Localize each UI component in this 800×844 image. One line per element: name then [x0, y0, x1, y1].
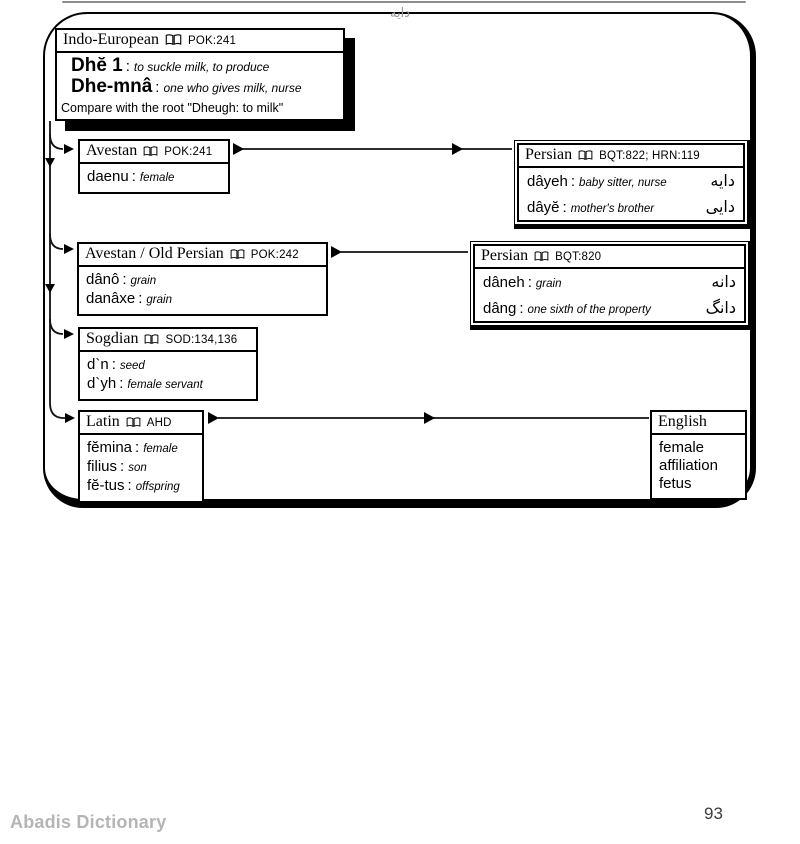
book-icon — [578, 150, 593, 161]
box-header — [475, 246, 744, 269]
entry-word: danâxe — [86, 290, 136, 307]
entry-word: dâyĕ — [527, 199, 560, 216]
book-icon — [126, 417, 141, 428]
separator: : — [122, 271, 127, 288]
book-icon — [165, 34, 182, 46]
book-icon — [534, 251, 549, 262]
entry-row — [71, 56, 337, 77]
entry-word: dâng — [483, 300, 517, 317]
entry-word: fetus — [659, 475, 692, 492]
language-label: Sogdian — [86, 330, 139, 347]
language-label: Persian — [481, 247, 529, 264]
entry-word: daenu — [87, 168, 129, 185]
entry-word: fĕmina — [87, 439, 133, 456]
box-persian-mid — [470, 241, 751, 330]
entry-row — [475, 269, 744, 295]
box-english — [650, 410, 747, 500]
separator: : — [111, 356, 116, 373]
entry-row — [86, 271, 319, 290]
language-label: Avestan / Old Persian — [85, 245, 224, 262]
separator: : — [138, 290, 143, 307]
box-body — [80, 352, 256, 399]
entry-gloss: grain — [130, 275, 157, 287]
entry-row — [86, 290, 319, 309]
entry-row — [519, 194, 743, 220]
entry-persian-script: دایی — [705, 197, 735, 216]
source-ref: POK:242 — [250, 249, 299, 261]
entry-latin — [527, 199, 654, 218]
entry-row — [87, 477, 195, 496]
entry-row — [519, 168, 743, 194]
entry-word: d`n — [87, 356, 109, 373]
entry-word: dâneh — [483, 274, 525, 291]
entry-persian-script: دانگ — [705, 298, 736, 317]
entry-word: d`yh — [87, 375, 117, 392]
separator: : — [562, 199, 567, 216]
entry-gloss: one who gives milk, nurse — [163, 81, 302, 95]
box-header — [652, 412, 745, 435]
box-body — [80, 164, 228, 192]
root-note: Compare with the root "Dheugh: to milk" — [61, 101, 284, 115]
entry-gloss: female servant — [127, 379, 203, 391]
entry-persian-script: دانه — [711, 272, 736, 291]
entry-word: dâyeh — [527, 173, 568, 190]
separator: : — [155, 79, 160, 96]
entry-gloss: seed — [119, 360, 145, 372]
source-ref: BQT:820 — [555, 251, 602, 263]
entry-gloss: one sixth of the property — [527, 304, 651, 316]
separator: : — [519, 300, 524, 317]
book-icon — [230, 249, 245, 260]
entry-row — [71, 77, 337, 98]
entry-gloss: grain — [146, 294, 172, 306]
source-ref: POK:241 — [187, 35, 237, 47]
entry-gloss: offspring — [135, 481, 180, 493]
entry-row — [87, 168, 221, 187]
language-label: English — [658, 413, 707, 430]
box-body — [79, 267, 326, 314]
separator: : — [135, 439, 140, 456]
separator: : — [131, 168, 136, 185]
language-label: Indo-European — [63, 31, 159, 48]
separator: : — [570, 173, 576, 190]
box-avestan-old-persian — [77, 242, 328, 316]
box-header — [79, 244, 326, 267]
box-header — [519, 145, 743, 168]
entry-row — [87, 375, 249, 394]
source-ref: AHD — [146, 417, 172, 429]
entry-word: affiliation — [659, 457, 718, 474]
page-top-divider — [62, 1, 746, 3]
separator: : — [125, 58, 130, 75]
box-latin — [78, 410, 204, 503]
footer-brand: Abadis Dictionary — [10, 812, 167, 832]
entry-latin — [527, 173, 667, 192]
entry-word: female — [659, 439, 705, 456]
entry-gloss: baby sitter, nurse — [579, 177, 667, 189]
box-header — [80, 329, 256, 352]
box-body — [652, 435, 745, 498]
box-sogdian — [78, 327, 258, 401]
box-indo-european — [55, 28, 345, 121]
separator: : — [119, 375, 124, 392]
language-label: Persian — [525, 146, 573, 163]
source-ref: SOD:134,136 — [165, 334, 238, 346]
source-ref: POK:241 — [164, 146, 213, 158]
language-label: Avestan — [86, 142, 138, 159]
card-inner — [517, 143, 745, 222]
entry-row — [87, 356, 249, 375]
entry-gloss: to suckle milk, to produce — [133, 60, 270, 74]
entry-latin — [483, 274, 561, 293]
entry-word: dânô — [86, 271, 120, 288]
entry-row — [87, 439, 195, 458]
entry-gloss: female — [139, 172, 175, 184]
book-icon — [144, 334, 159, 345]
entry-gloss: female — [143, 443, 178, 455]
box-body — [57, 53, 343, 119]
box-persian-top — [514, 140, 750, 229]
separator: : — [120, 458, 125, 475]
separator: : — [527, 274, 532, 291]
separator: : — [127, 477, 132, 494]
language-label: Latin — [86, 413, 120, 430]
entry-word: Dhĕ 1 — [71, 55, 123, 76]
box-header — [57, 30, 343, 53]
page-number: 93 — [704, 804, 723, 823]
entry-gloss: grain — [535, 278, 562, 290]
entry-persian-script: دایه — [710, 171, 735, 190]
box-header — [80, 412, 202, 435]
entry-row — [87, 458, 195, 477]
box-header — [80, 141, 228, 164]
entry-gloss: son — [128, 462, 147, 474]
entry-word: Dhe-mnâ — [71, 76, 153, 97]
entry-row — [475, 295, 744, 321]
source-ref: BQT:822; HRN:119 — [599, 150, 700, 162]
entry-latin — [483, 300, 651, 319]
entry-gloss: mother's brother — [570, 203, 655, 215]
card-inner — [473, 244, 746, 323]
entry-word: fĕ-tus — [87, 477, 125, 494]
box-avestan — [78, 139, 230, 194]
book-icon — [143, 146, 158, 157]
page-title-persian: دایه — [390, 6, 410, 21]
entry-word: filius — [87, 458, 118, 475]
box-body — [80, 435, 202, 501]
